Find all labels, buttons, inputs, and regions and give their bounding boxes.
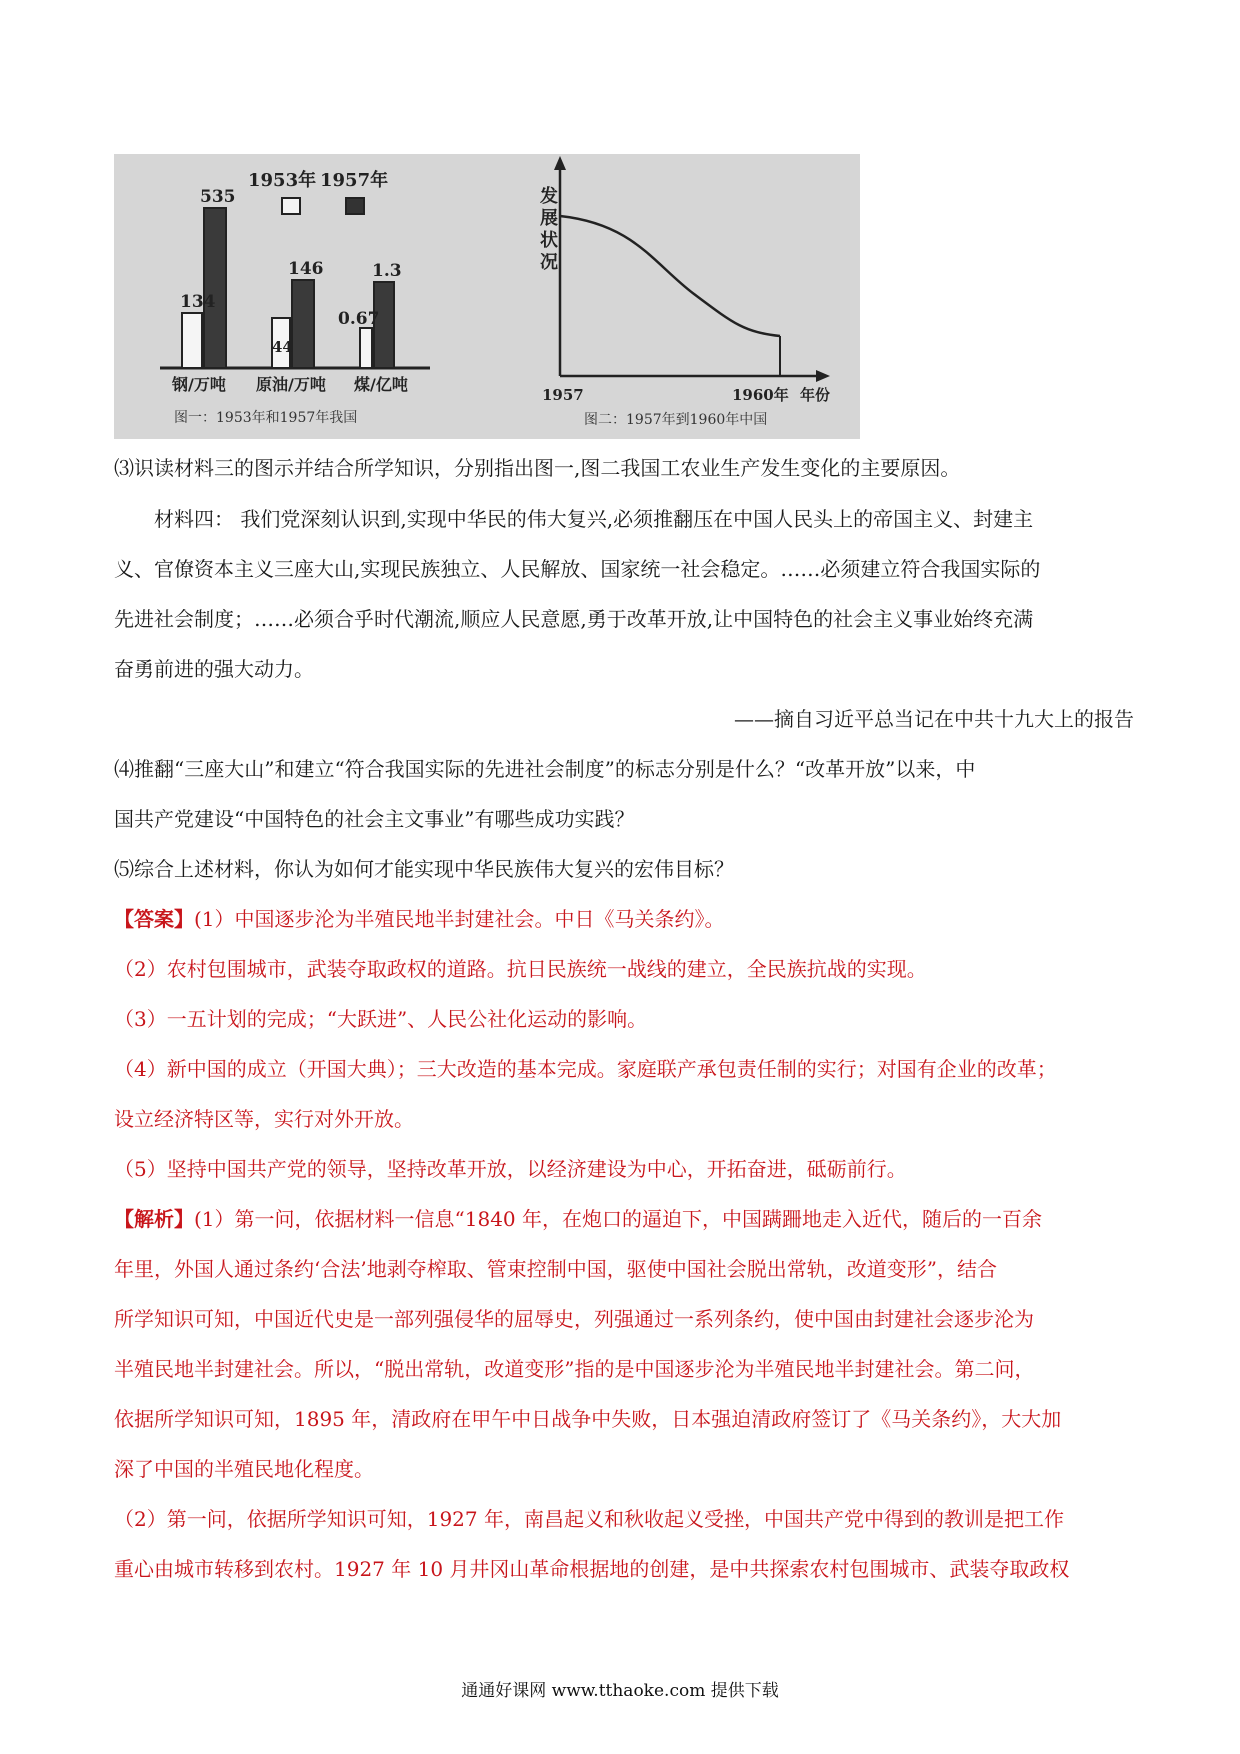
answer-4-line: （4）新中国的成立（开国大典）；三大改造的基本完成。家庭联产承包责任制的实行；对国有企业的改革； xyxy=(114,1057,1057,1081)
analysis-line: 年里，外国人通过条约‘合法’地剥夺榨取、管束控制中国，驱使中国社会脱出常轨，改道变形”，结合 xyxy=(114,1257,997,1281)
bar-oil-1957 xyxy=(292,280,314,368)
figure-two-x-label: 年份 xyxy=(800,386,831,404)
question-five: ⑸综合上述材料，你认为如何才能实现中华民族伟大复兴的宏伟目标？ xyxy=(114,857,734,881)
x-tick-1957: 1957 xyxy=(542,386,584,404)
answer-line-1 xyxy=(114,894,1134,944)
material-four-source: ——摘自习近平总当记在中共十九大上的报告 xyxy=(734,707,1134,731)
label-steel-1957: 535 xyxy=(200,187,236,207)
label-steel-1953: 134 xyxy=(180,292,216,312)
answer-3: （3）一五计划的完成；“大跃进”、人民公社化运动的影响。 xyxy=(114,1007,648,1031)
question-four-line: ⑷推翻“三座大山”和建立“符合我国实际的先进社会制度”的标志分别是什么？“改革开放”以来，中 xyxy=(114,757,976,781)
answer-section xyxy=(114,894,1134,1194)
answer-1: (1）中国逐步沦为半殖民地半封建社会。中日《马关条约》。 xyxy=(194,907,725,931)
analysis-line: 深了中国的半殖民地化程度。 xyxy=(114,1457,374,1481)
y-label-glyph: 况 xyxy=(540,252,558,273)
category-steel: 钢/万吨 xyxy=(172,375,226,394)
x-tick-1960: 1960年 xyxy=(732,386,789,404)
y-label-glyph: 状 xyxy=(540,230,558,251)
answer-2: （2）农村包围城市，武装夺取政权的道路。抗日民族统一战线的建立，全民族抗战的实现。 xyxy=(114,957,927,981)
legend-1957-swatch xyxy=(346,198,364,214)
bar-coal-1953 xyxy=(360,328,372,368)
bar-steel-1957 xyxy=(204,208,226,368)
answer-4-line: 设立经济特区等，实行对外开放。 xyxy=(114,1107,414,1131)
label-coal-1957: 1.3 xyxy=(372,261,402,281)
category-coal: 煤/亿吨 xyxy=(354,375,408,394)
analysis-section xyxy=(114,1194,1134,1594)
label-oil-1953: 44 xyxy=(272,338,293,356)
question-three: ⑶识读材料三的图示并结合所学知识，分别指出图一,图二我国工农业生产发生变化的主要原因。 xyxy=(114,456,961,480)
material-four-line: 先进社会制度；……必须合乎时代潮流,顺应人民意愿,勇于改革开放,让中国特色的社会主义事业始终充满 xyxy=(114,607,1034,631)
material-four xyxy=(114,494,1134,744)
bar-steel-1953 xyxy=(182,313,202,368)
analysis-line: 重心由城市转移到农村。1927 年 10 月井冈山革命根据地的创建，是中共探索农村包围城市、武装夺取政权 xyxy=(114,1557,1070,1581)
figure-one-caption: 图一：1953年和1957年我国 xyxy=(174,410,358,426)
analysis-text: (1）第一问，依据材料一信息“1840 年，在炮口的逼迫下，中国蹒跚地走入近代，随后的一百余 xyxy=(194,1207,1043,1231)
analysis-line: 依据所学知识可知，1895 年，清政府在甲午中日战争中失败，日本强迫清政府签订了《马关条约》，大大加 xyxy=(114,1407,1062,1431)
material-four-line: 义、官僚资本主义三座大山,实现民族独立、人民解放、国家统一社会稳定。……必须建立符合我国实际的 xyxy=(114,557,1041,581)
question-four-line: 国共产党建设“中国特色的社会主文事业”有哪些成功实践？ xyxy=(114,807,635,831)
legend-1953-label: 1953年 xyxy=(248,170,317,191)
material-four-line: 奋勇前进的强大动力。 xyxy=(114,657,314,681)
page-footer: 通通好课网 www.tthaoke.com 提供下载 xyxy=(461,1681,779,1701)
label-coal-1953: 0.67 xyxy=(338,309,380,329)
answer-5: （5）坚持中国共产党的领导，坚持改革开放，以经济建设为中心，开拓奋进，砥砺前行。 xyxy=(114,1157,907,1181)
material-four-line: 材料四： 我们党深刻认识到,实现中华民的伟大复兴,必须推翻压在中国人民头上的帝国主义、封建主 xyxy=(154,507,1034,531)
figure-two-caption: 图二：1957年到1960年中国 xyxy=(584,412,768,428)
legend-1953-swatch xyxy=(282,198,300,214)
figure-svg xyxy=(114,154,860,439)
label-oil-1957: 146 xyxy=(288,259,324,279)
question-four xyxy=(114,744,1134,844)
analysis-line xyxy=(114,1194,1134,1244)
legend-1957-label: 1957年 xyxy=(320,170,389,191)
y-label-glyph: 发 xyxy=(540,186,558,207)
analysis-line: 所学知识可知，中国近代史是一部列强侵华的屈辱史，列强通过一系列条约，使中国由封建社会逐步沦为 xyxy=(114,1307,1034,1331)
category-oil: 原油/万吨 xyxy=(256,375,326,394)
analysis-tag: 【解析】 xyxy=(114,1207,194,1231)
y-label-glyph: 展 xyxy=(540,208,558,229)
material-three-figure xyxy=(114,154,860,439)
answer-tag: 【答案】 xyxy=(114,907,194,931)
analysis-line: 半殖民地半封建社会。所以，“脱出常轨，改道变形”指的是中国逐步沦为半殖民地半封建社会。第二问， xyxy=(114,1357,1035,1381)
analysis-line: （2）第一问，依据所学知识可知，1927 年，南昌起义和秋收起义受挫，中国共产党中得到的教训是把工作 xyxy=(114,1507,1064,1531)
